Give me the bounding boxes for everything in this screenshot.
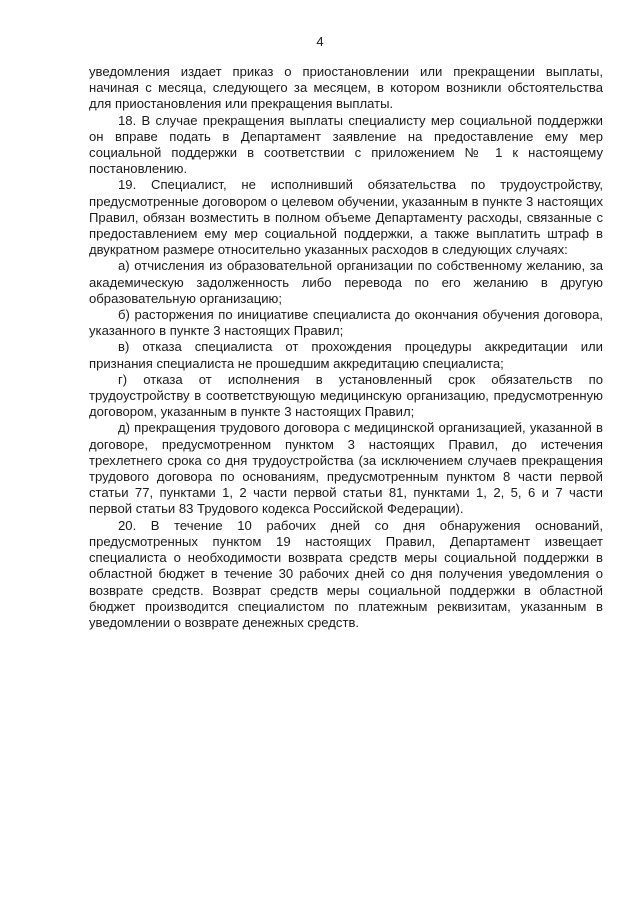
- document-body: [89, 64, 603, 631]
- paragraph-20: 20. В течение 10 рабочих дней со дня обнаружения оснований, предусмотренных пунктом 19 настоящих Правил, Департамент извещает специалиста о необходимости возврата средств меры социальной поддержки в областной бюджет в течение 30 рабочих дней со дня получения уведомления о возврате средств. Возврат средств меры социальной поддержки в областной бюджет производится специалистом по платежным реквизитам, указанным в уведомлении о возврате денежных средств.: [89, 517, 603, 630]
- paragraph-17-continuation: уведомления издает приказ о приостановлении или прекращении выплаты, начиная с месяца, следующего за месяцем, в котором возникли обстоятельства для приостановления или прекращения выплаты.: [89, 64, 603, 112]
- paragraph-19-item-a: а) отчисления из образовательной организации по собственному желанию, за академическую задолженность либо перевода по его желанию в другую образовательную организацию;: [89, 258, 603, 306]
- paragraph-19-item-d: д) прекращения трудового договора с медицинской организацией, указанной в договоре, предусмотренном пунктом 3 настоящих Правил, до истечения трехлетнего срока со дня трудоустройства (за исключением случаев прекращения трудового договора по основаниям, предусмотренным пунктом 8 части первой статьи 77, пунктами 1, 2 части первой статьи 81, пунктами 1, 2, 5, 6 и 7 части первой статьи 83 Трудового кодекса Российской Федерации).: [89, 420, 603, 517]
- paragraph-19-item-b: б) расторжения по инициативе специалиста до окончания обучения договора, указанного в пункте 3 настоящих Правил;: [89, 307, 603, 339]
- paragraph-18: 18. В случае прекращения выплаты специалисту мер социальной поддержки он вправе подать в Департамент заявление на предоставление ему мер социальной поддержки в соответствии с приложением № 1 к настоящему постановлению.: [89, 112, 603, 177]
- paragraph-19: 19. Специалист, не исполнивший обязательства по трудоустройству, предусмотренные договором о целевом обучении, указанным в пункте 3 настоящих Правил, обязан возместить в полном объеме Департаменту расходы, связанные с предоставлением ему мер социальной поддержки, а также выплатить штраф в двукратном размере относительно указанных расходов в следующих случаях:: [89, 177, 603, 258]
- paragraph-19-item-v: в) отказа специалиста от прохождения процедуры аккредитации или признания специалиста не прошедшим аккредитацию специалиста;: [89, 339, 603, 371]
- paragraph-19-item-g: г) отказа от исполнения в установленный срок обязательств по трудоустройству в соответствующую медицинскую организацию, предусмотренную договором, указанным в пункте 3 настоящих Правил;: [89, 371, 603, 420]
- page-number: 4: [316, 34, 324, 49]
